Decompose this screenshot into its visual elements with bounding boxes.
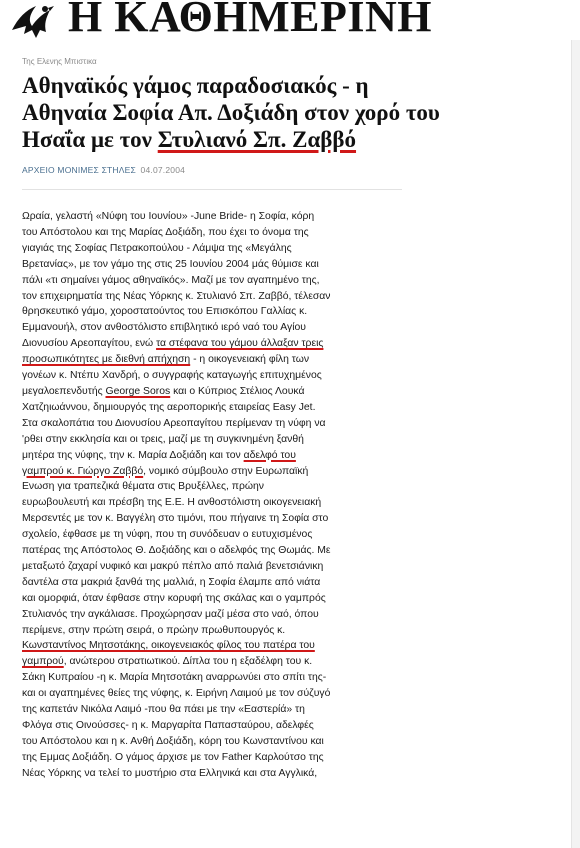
- body-line: του Απόστολου και η κ. Ανθή Δοξιάδη, κόρη του Κωνσταντίνου και: [22, 735, 324, 747]
- body-highlight: George Soros: [105, 385, 171, 397]
- body-text: μεγαλοεπενδυτής: [22, 385, 106, 397]
- body-highlight: Κωνσταντίνος Μητσοτάκης, οικογενειακός φίλος του πατέρα του: [22, 640, 315, 652]
- body-line: δαντέλα στα μακριά ξανθά της μαλλιά, η Σοφία έλαμπε από νιάτα: [22, 576, 321, 588]
- body-line: πάλι «τι σημαίνει γάμος αθηναϊκός». Μαζί με τον αγαπημένο της,: [22, 274, 320, 286]
- owl-icon: [10, 0, 62, 42]
- body-line: [22, 384, 392, 400]
- logo[interactable]: [10, 0, 450, 42]
- headline-line: Αθηναία Σοφία Απ. Δοξιάδη στον χορό του: [22, 100, 440, 125]
- body-line: του Απόστολου και της Μαρίας Δοξιάδη, που έχει το όνομα της: [22, 226, 309, 238]
- body-line: Στα σκαλοπάτια του Διονυσίου Αρεοπαγίτου περίμεναν τη νύφη να: [22, 417, 326, 429]
- page-frame-edge: [571, 40, 580, 848]
- body-text: Διονυσίου Αρεοπαγίτου, ενώ: [22, 338, 157, 350]
- body-highlight: προσωπικότητες με διεθνή απήχηση: [22, 354, 191, 366]
- body-highlight: τα στέφανα του γάμου άλλαξαν τρεις: [156, 338, 324, 350]
- headline-highlight: Στυλιανό Σπ. Ζαββό: [157, 127, 357, 152]
- body-line: Φλόγα στις Οινούσσες- η κ. Μαργαρίτα Παπασταύρου, αδελφές: [22, 720, 314, 731]
- article-body: [22, 209, 392, 782]
- body-text: μητέρα της νύφης, την κ. Μαρία Δοξιάδη και τον: [22, 449, 244, 461]
- body-line: Ωραία, γελαστή «Νύφη του Ιουνίου» -June Bride- η Σοφία, κόρη: [22, 211, 315, 222]
- body-text: , ανώτερου στρατιωτικού. Δίπλα του η εξαδέλφη του κ.: [63, 656, 313, 668]
- author-byline[interactable]: Της Ελενης Μπιστικα: [22, 57, 97, 66]
- body-line: Μερσεντές με τον κ. Βαγγέλη στο τιμόνι, που πήγαινε τη Σοφία στο: [22, 513, 329, 525]
- body-line: περίμενε, στην πρώτη σειρά, ο πρώην πρωθυπουργός κ.: [22, 624, 286, 636]
- body-line: 'ρθει στην εκκλησία και οι τρεις, μαζί με τη συγκινημένη ξανθή: [22, 433, 304, 445]
- body-line: και ομορφιά, όταν έφθασε στην κορυφή της σκάλας και ο γαμπρός: [22, 592, 326, 604]
- body-line: θρησκευτικό γάμο, χοροστατούντος του Επισκόπου Γαλλίας κ.: [22, 306, 308, 318]
- divider: [22, 189, 402, 190]
- body-highlight: αδελφό του: [243, 449, 296, 461]
- body-line: [22, 336, 392, 352]
- body-line: τον επιχειρηματία της Νέας Υόρκης κ. Στυλιανό Σπ. Ζαββό, τέλεσαν: [22, 290, 331, 302]
- body-line: μεταξωτό ζαχαρί νυφικό και μακρύ πέπλο από παλιά βενετσιάνικη: [22, 560, 324, 572]
- headline-line: [22, 126, 567, 153]
- body-line: γονέων κ. Ντέπυ Χανδρή, ο συγγραφής καταγωγής επιτυχημένος: [22, 370, 322, 382]
- body-line: και οι αγαπημένες θείες της νύφης, κ. Ειρήνη Λαιμού με τον σύζυγό: [22, 688, 331, 700]
- body-text: και ο Κύπριος Στέλιος Λουκά: [170, 385, 305, 397]
- body-line: [22, 352, 392, 368]
- body-text: - η οικογενειακή φίλη των: [190, 354, 310, 366]
- headline-text: Ησαΐα με τον: [22, 127, 158, 152]
- body-line: Νέας Υόρκης να τελεί το μυστήριο στα Ελληνικά και στα Αγγλικά,: [22, 767, 318, 779]
- headline-line: Αθηναϊκός γάμος παραδοσιακός - η: [22, 73, 369, 98]
- body-line: [22, 464, 392, 480]
- masthead-title: Η ΚΑΘΗΜΕΡΙΝΗ: [68, 0, 432, 41]
- body-line: Εμμανουήλ, στον ανθοστόλιστο επιβλητικό ιερό ναό του Αγίου: [22, 322, 306, 334]
- body-highlight: γαμπρού: [22, 656, 64, 668]
- section-link[interactable]: ΑΡΧΕΙΟ ΜΟΝΙΜΕΣ ΣΤΗΛΕΣ: [22, 165, 136, 175]
- body-line: [22, 448, 392, 464]
- body-line: Χατζηιωάννου, δημιουργός της αεροπορικής εταιρείας Easy Jet.: [22, 401, 316, 413]
- body-line: της καπετάν Νικόλα Λαιμό -που θα πάει με την «Εαστερίά» τη: [22, 704, 305, 716]
- body-line: Βρετανίας», με τον γάμο της στις 25 Ιουνίου 2004 μάς θύμισε και: [22, 258, 319, 270]
- body-line: Στυλιανός την αγκάλιασε. Προχώρησαν μαζί μέσα στο ναό, όπου: [22, 608, 319, 620]
- body-highlight: γαμπρού κ. Γιώργο Ζαββό: [22, 465, 144, 477]
- body-line: Ενωση για τραπεζικά θέματα στις Βρυξέλλες, πρώην: [22, 481, 264, 493]
- body-line: [22, 654, 392, 670]
- masthead: [10, 0, 450, 42]
- body-line: Σάκη Κυπραίου -η κ. Μαρία Μητσοτάκη αναρρωνύει στο σπίτι της-: [22, 672, 327, 684]
- article-meta: [22, 165, 185, 175]
- article-headline: [22, 72, 567, 153]
- body-line: γιαγιάς της Σοφίας Πετρακοπούλου - Λάμψα της «Μεγάλης: [22, 242, 292, 254]
- body-text: , νομικό σύμβουλο στην Ευρωπαϊκή: [143, 465, 309, 477]
- body-line: σχολείο, έφθασε με τη νύφη, που τη συνόδευαν ο ευτυχισμένος: [22, 529, 313, 541]
- body-line: πατέρας της Απόστολος Θ. Δοξιάδης και ο αδελφός της Θωμάς. Με: [22, 545, 331, 557]
- body-line: της Εμμας Δοξιάδη. Ο γάμος άρχισε με τον Father Καρλούτσο της: [22, 751, 324, 763]
- article-date: 04.07.2004: [140, 165, 186, 175]
- body-line: ευρωβουλευτή και πρέσβη της Ε.Ε. Η ανθοστόλιστη οικογενειακή: [22, 497, 322, 509]
